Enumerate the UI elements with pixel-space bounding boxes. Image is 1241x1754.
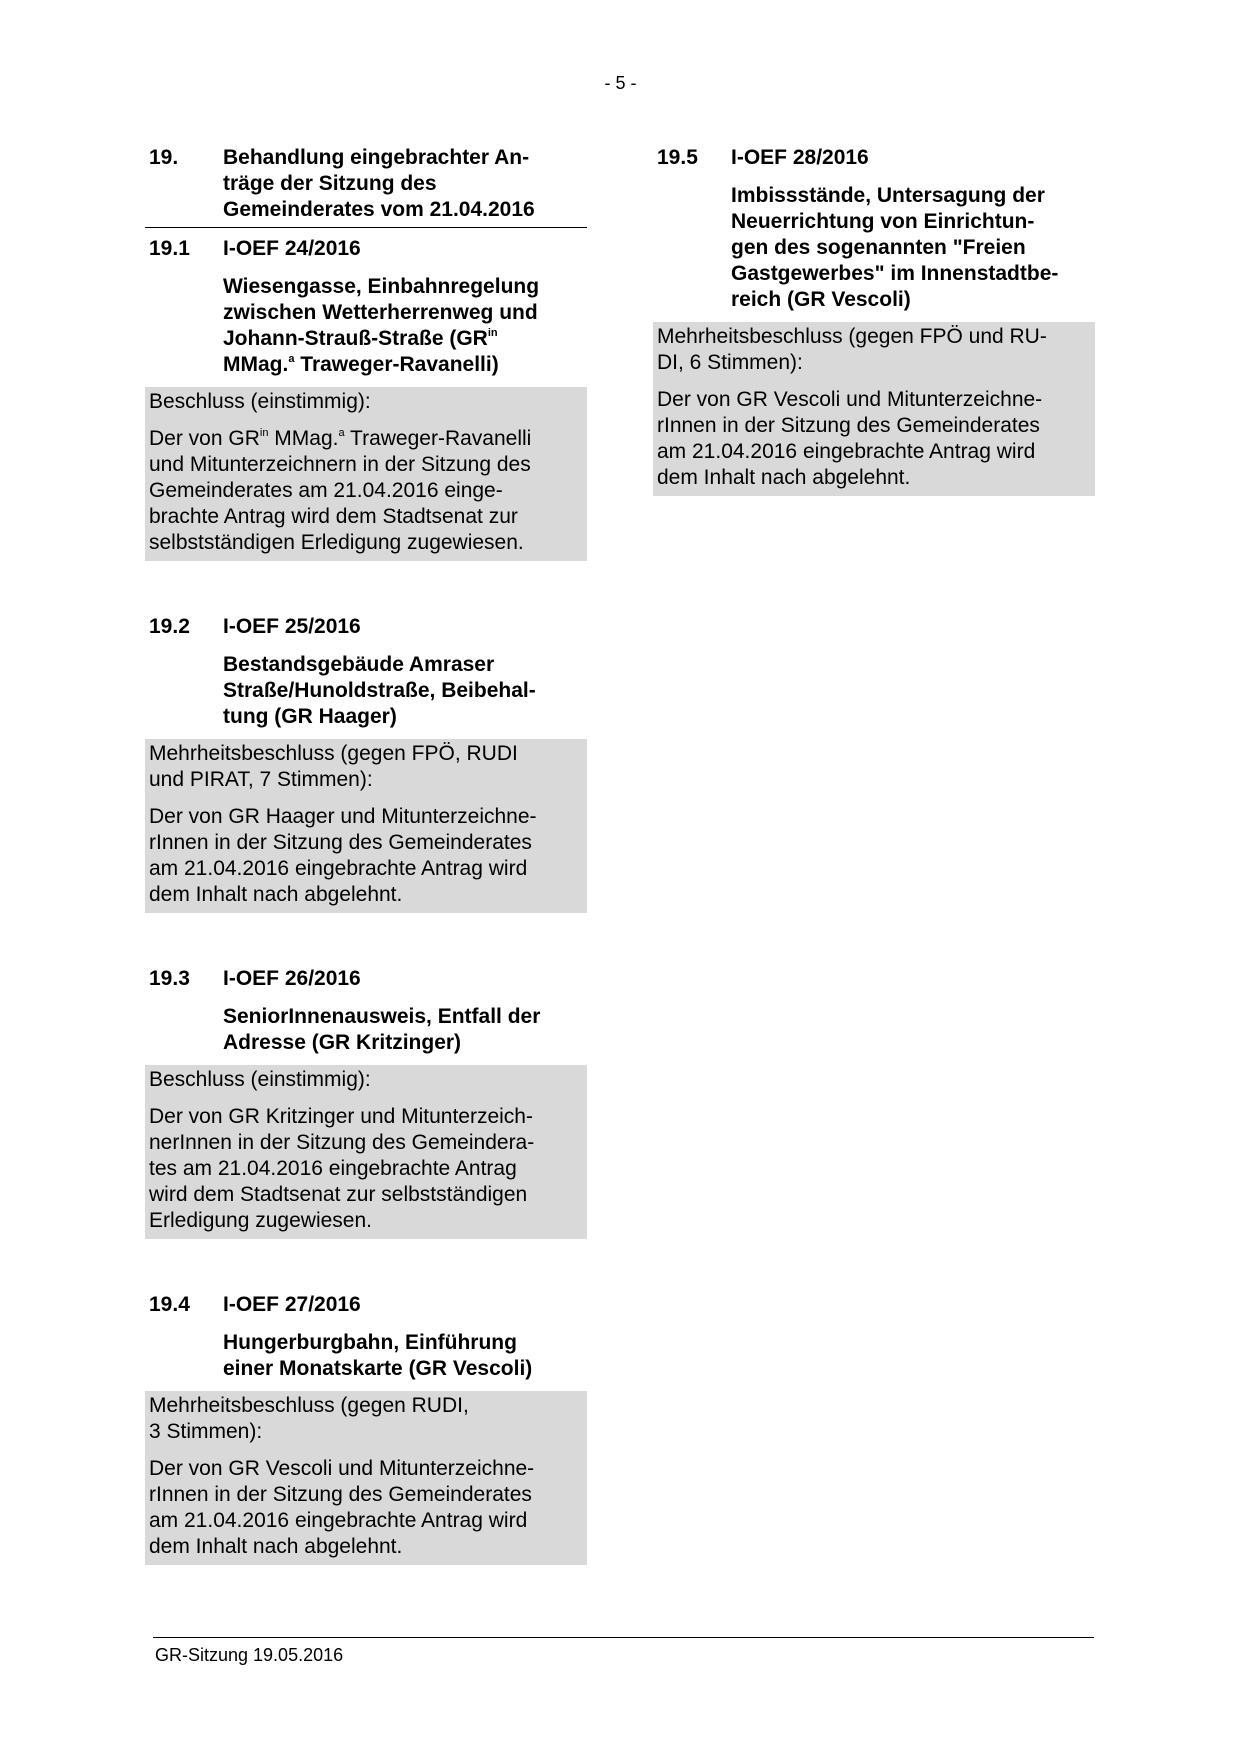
item-title-line: Wiesengasse, Einbahnregelung [223, 275, 540, 298]
decision-text-line: Erledigung zugewiesen. [149, 1209, 372, 1232]
decision-text-line: am 21.04.2016 eingebrachte Antrag wird [149, 857, 528, 880]
item-heading [653, 145, 1095, 171]
decision-text-line: wird dem Stadtsenat zur selbstständigen [149, 1183, 528, 1206]
item-title-line: Hungerburgbahn, Einführung [223, 1331, 517, 1354]
section-title [223, 145, 587, 223]
decision-text-line: am 21.04.2016 eingebrachte Antrag wird [657, 440, 1036, 463]
decision-text-line: Der von $GR^{in}$ MMag.$^a$ Traweger-Ravanelli [149, 427, 532, 450]
item-code: I-OEF 26/2016 [223, 967, 361, 990]
decision-text-line: rInnen in der Sitzung des Gemeinderates [657, 414, 1040, 437]
item-heading [145, 966, 587, 992]
decision-box [653, 322, 1095, 496]
decision-text-line: dem Inhalt nach abgelehnt. [149, 883, 403, 906]
decision-text-line: Der von GR Haager und Mitunterzeichne- [149, 805, 537, 828]
item-19-4 [145, 1292, 587, 1565]
section-title-line: Behandlung eingebrachter An- [223, 146, 530, 169]
decision-text-line: Der von GR Vescoli und Mitunterzeichne- [149, 1457, 535, 1480]
item-number: 19.3 [149, 967, 190, 990]
decision-box [145, 739, 587, 913]
decision-text-line: nerInnen in der Sitzung des Gemeindera- [149, 1131, 535, 1154]
item-19-1 [145, 236, 587, 561]
decision-label: Mehrheitsbeschluss (gegen FPÖ und RU- DI, 6 Stimmen): [657, 325, 1047, 374]
item-title-line: MMag.$^a$ Traweger-Ravanelli) [223, 353, 499, 376]
decision-box [145, 387, 587, 561]
decision-text [149, 804, 583, 908]
decision-text-line: Der von GR Vescoli und Mitunterzeichne- [657, 388, 1043, 411]
item-title [223, 1330, 587, 1382]
item-number: 19.1 [149, 237, 190, 260]
item-title-line: gen des sogenannten "Freien [731, 236, 1026, 259]
right-column [653, 145, 1095, 496]
item-title [223, 274, 587, 378]
decision-text-line: selbstständigen Erledigung zugewiesen. [149, 531, 524, 554]
item-19-5 [653, 145, 1095, 496]
footer-divider [153, 1637, 1094, 1638]
decision-text-line: am 21.04.2016 eingebrachte Antrag wird [149, 1509, 528, 1532]
item-code: I-OEF 25/2016 [223, 615, 361, 638]
decision-text-line: rInnen in der Sitzung des Gemeinderates [149, 831, 532, 854]
item-title-line: reich (GR Vescoli) [731, 288, 911, 311]
item-number: 19.2 [149, 615, 190, 638]
decision-text-line: brachte Antrag wird dem Stadtsenat zur [149, 505, 518, 528]
item-19-3 [145, 966, 587, 1239]
page-number: - 5 - [604, 73, 637, 93]
item-title-line: Neuerrichtung von Einrichtun- [731, 210, 1035, 233]
item-title [223, 1004, 587, 1056]
item-code: I-OEF 24/2016 [223, 237, 361, 260]
footer-text: GR-Sitzung 19.05.2016 [155, 1645, 344, 1665]
decision-text [149, 1104, 583, 1234]
item-title-line: Imbissstände, Untersagung der [731, 184, 1045, 207]
section-title-line: Gemeinderates vom 21.04.2016 [223, 198, 535, 221]
decision-label: Beschluss (einstimmig): [149, 1068, 371, 1091]
decision-text [149, 426, 583, 556]
decision-text-line: dem Inhalt nach abgelehnt. [657, 466, 911, 489]
item-title-line: SeniorInnenausweis, Entfall der [223, 1005, 541, 1028]
section-number: 19. [149, 146, 179, 169]
item-heading [145, 614, 587, 640]
decision-text-line: dem Inhalt nach abgelehnt. [149, 1535, 403, 1558]
section-19 [145, 145, 587, 228]
item-title-line: Gastgewerbes" im Innenstadtbe- [731, 262, 1059, 285]
decision-box [145, 1065, 587, 1239]
item-number: 19.5 [657, 146, 698, 169]
item-title-line: tung (GR Haager) [223, 705, 397, 728]
decision-text-line: und Mitunterzeichnern in der Sitzung des [149, 453, 531, 476]
decision-text-line: rInnen in der Sitzung des Gemeinderates [149, 1483, 532, 1506]
decision-text-line: Der von GR Kritzinger und Mitunterzeich- [149, 1105, 533, 1128]
decision-text [149, 1456, 583, 1560]
decision-text-line: tes am 21.04.2016 eingebrachte Antrag [149, 1157, 517, 1180]
section-title-line: träge der Sitzung des [223, 172, 437, 195]
item-title-line: Adresse (GR Kritzinger) [223, 1031, 462, 1054]
item-heading [145, 1292, 587, 1318]
decision-box [145, 1391, 587, 1565]
section-heading [145, 145, 587, 223]
decision-label: Mehrheitsbeschluss (gegen FPÖ, RUDI und PIRAT, 7 Stimmen): [149, 742, 518, 791]
item-heading [145, 236, 587, 262]
item-title-line: Straße/Hunoldstraße, Beibehal- [223, 679, 536, 702]
item-title [223, 652, 587, 730]
item-title [731, 183, 1095, 313]
item-number: 19.4 [149, 1293, 190, 1316]
item-code: I-OEF 28/2016 [731, 146, 869, 169]
left-column [145, 145, 587, 1565]
item-title-line: Bestandsgebäude Amraser [223, 653, 495, 676]
item-title-line: Johann-Strauß-Straße ($GR^{in}$ [223, 327, 498, 350]
decision-text [657, 387, 1091, 491]
decision-label: Beschluss (einstimmig): [149, 390, 371, 413]
item-title-line: zwischen Wetterherrenweg und [223, 301, 538, 324]
decision-text-line: Gemeinderates am 21.04.2016 einge- [149, 479, 503, 502]
decision-label: Mehrheitsbeschluss (gegen RUDI, 3 Stimmen): [149, 1394, 469, 1443]
item-code: I-OEF 27/2016 [223, 1293, 361, 1316]
item-title-line: einer Monatskarte (GR Vescoli) [223, 1357, 533, 1380]
item-19-2 [145, 614, 587, 913]
